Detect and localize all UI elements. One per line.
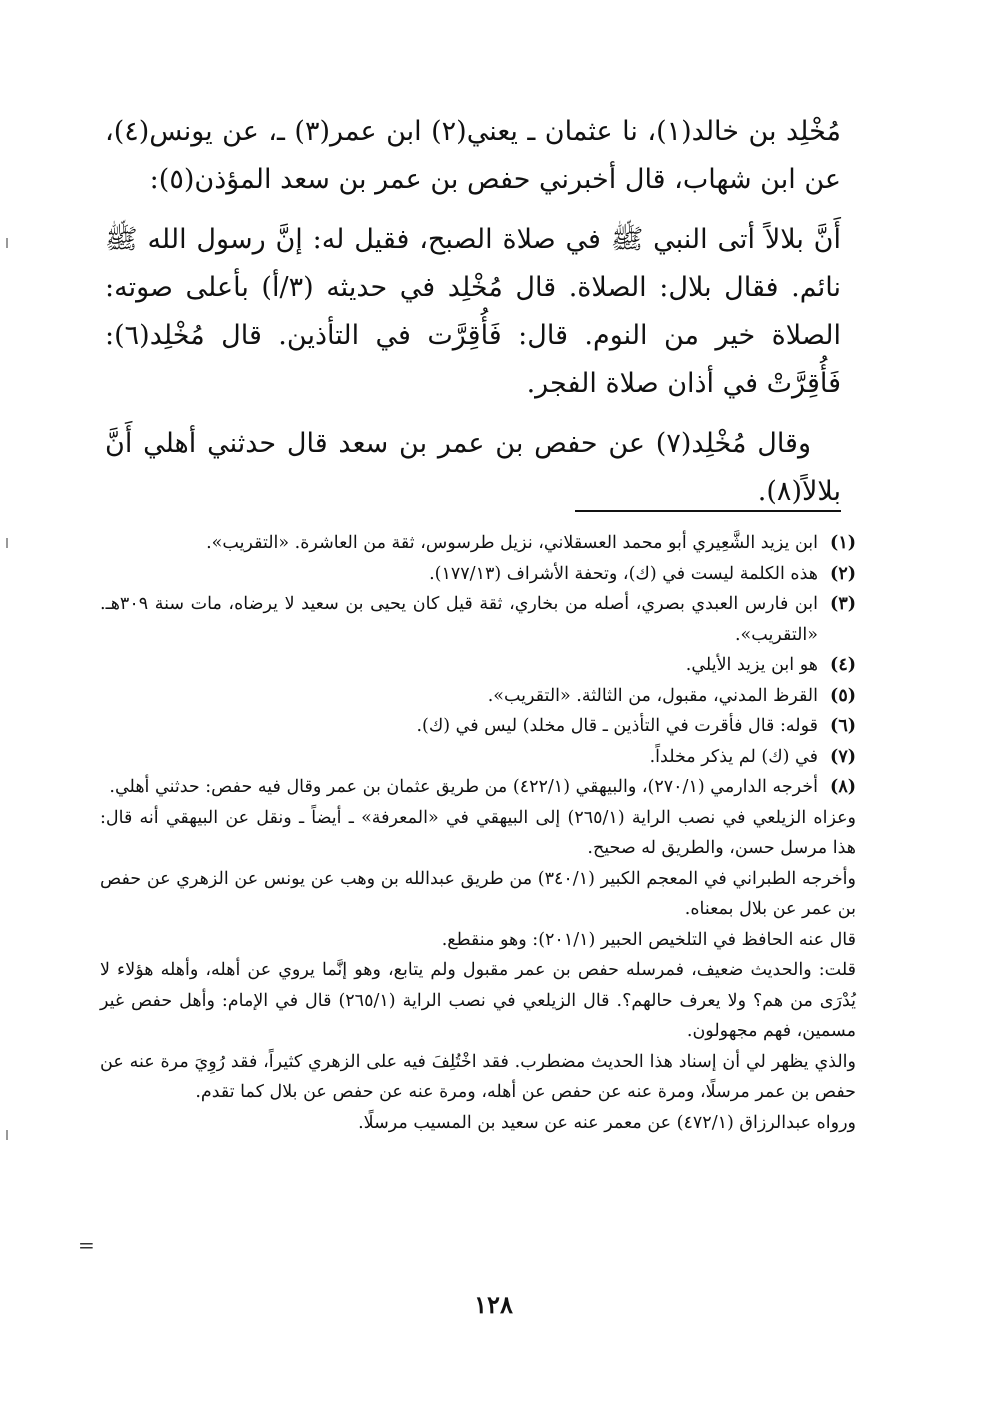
footnote-text: قوله: قال فأقرت في التأذين ـ قال مخلد) ليس في (ك). <box>416 716 818 736</box>
footnote-number: (٢) <box>830 563 856 584</box>
footnote-text: ابن فارس العبدي بصري، أصله من بخاري، ثقة قيل كان يحيى بن سعيد لا يرضاه، مات سنة ٣٠٩هـ. «التقريب». <box>100 594 818 645</box>
footnote-number: (٣) <box>830 594 856 614</box>
footnote-8 <box>100 772 856 803</box>
footnote-5 <box>100 681 856 712</box>
footnote-number: (٤) <box>830 655 856 675</box>
main-paragraph-2: أَنَّ بلالاً أتى النبي ﷺ في صلاة الصبح، فقيل له: إنَّ رسول الله ﷺ نائم. فقال بلال: الصلاة. قال مُخْلِد في حديثه (٣/أ) بأعلى صوته: الصلاة خير من النوم. قال: فَأُقِرَّت في التأذين. قال مُخْلِد(٦): فَأُقِرَّتْ في أذان صلاة الفجر. <box>105 224 841 399</box>
footnote-number: (٨) <box>830 777 856 797</box>
footnote-text: هو ابن يزيد الأيلي. <box>685 655 818 675</box>
footnote-1 <box>100 528 856 559</box>
footnote-text: القرظ المدني، مقبول، من الثالثة. «التقريب». <box>487 685 818 706</box>
margin-mark: = <box>78 1233 95 1257</box>
footnote-continuation-6: ورواه عبدالرزاق (٤٧٢/١) عن معمر عنه عن سعيد بن المسيب مرسلًا. <box>358 1112 856 1133</box>
footnote-7 <box>100 742 856 773</box>
main-paragraph-3: وقال مُخْلِد(٧) عن حفص بن عمر بن سعد قال حدثني أهلي أَنَّ بلالاً(٨). <box>105 428 841 507</box>
main-paragraph-1: مُخْلِد بن خالد(١)، نا عثمان ـ يعني(٢) ابن عمر(٣) ـ، عن يونس(٤)، عن ابن شهاب، قال أخبرني حفص بن عمر بن سعد المؤذن(٥): <box>105 116 841 195</box>
scan-edge-mark <box>6 1130 8 1140</box>
footnote-text: في (ك) لم يذكر مخلداً. <box>649 746 818 767</box>
footnotes <box>100 528 856 1138</box>
footnote-divider <box>575 510 841 512</box>
footnote-number: (٥) <box>830 685 856 706</box>
footnote-4 <box>100 650 856 681</box>
footnote-6 <box>100 711 856 742</box>
footnote-continuation-2: وأخرجه الطبراني في المعجم الكبير (٣٤٠/١) من طريق عبدالله بن وهب عن يونس عن الزهري عن حفص بن عمر عن بلال بمعناه. <box>100 868 856 919</box>
footnote-continuation-5: والذي يظهر لي أن إسناد هذا الحديث مضطرب. فقد اخْتُلِفَ فيه على الزهري كثيراً، فقد رُوِيَ مرة عنه عن حفص بن عمر مرسلًا، ومرة عنه عن حفص عن أهله، ومرة عنه عن حفص عن بلال كما تقدم. <box>100 1051 856 1102</box>
footnote-2 <box>100 559 856 590</box>
footnote-number: (٦) <box>830 716 856 736</box>
page-number: ١٢٨ <box>474 1290 513 1319</box>
footnote-continuation-1: وعزاه الزيلعي في نصب الراية (٢٦٥/١) إلى البيهقي في «المعرفة» ـ أيضاً ـ ونقل عن البيهقي أنه قال: هذا مرسل حسن، والطريق له صحيح. <box>100 807 856 858</box>
footnote-text: أخرجه الدارمي (٢٧٠/١)، والبيهقي (٤٢٢/١) من طريق عثمان بن عمر وقال فيه حفص: حدثني أهلي. <box>109 777 818 797</box>
footnote-number: (٧) <box>830 746 856 767</box>
footnote-3 <box>100 589 856 650</box>
footnote-text: ابن يزيد الشَّعِيري أبو محمد العسقلاني، نزيل طرسوس، ثقة من العاشرة. «التقريب». <box>206 533 818 553</box>
footnote-continuation-3: قال عنه الحافظ في التلخيص الحبير (٢٠١/١): وهو منقطع. <box>441 929 856 950</box>
scan-edge-mark <box>6 538 8 548</box>
footnote-number: (١) <box>830 533 856 553</box>
footnote-text: هذه الكلمة ليست في (ك)، وتحفة الأشراف (١٧٧/١٣). <box>429 563 818 584</box>
main-text <box>105 108 841 528</box>
footnote-continuation-4: قلت: والحديث ضعيف، فمرسله حفص بن عمر مقبول ولم يتابع، وهو إنَّما يروي عن أهله، وأهله هؤلاء لا يُدْرَى من هم؟ ولا يعرف حالهم؟. قال الزيلعي في نصب الراية (٢٦٥/١) قال في الإمام: وأهل حفص غير مسمين، فهم مجهولون. <box>100 960 856 1041</box>
scan-edge-mark <box>6 238 8 248</box>
